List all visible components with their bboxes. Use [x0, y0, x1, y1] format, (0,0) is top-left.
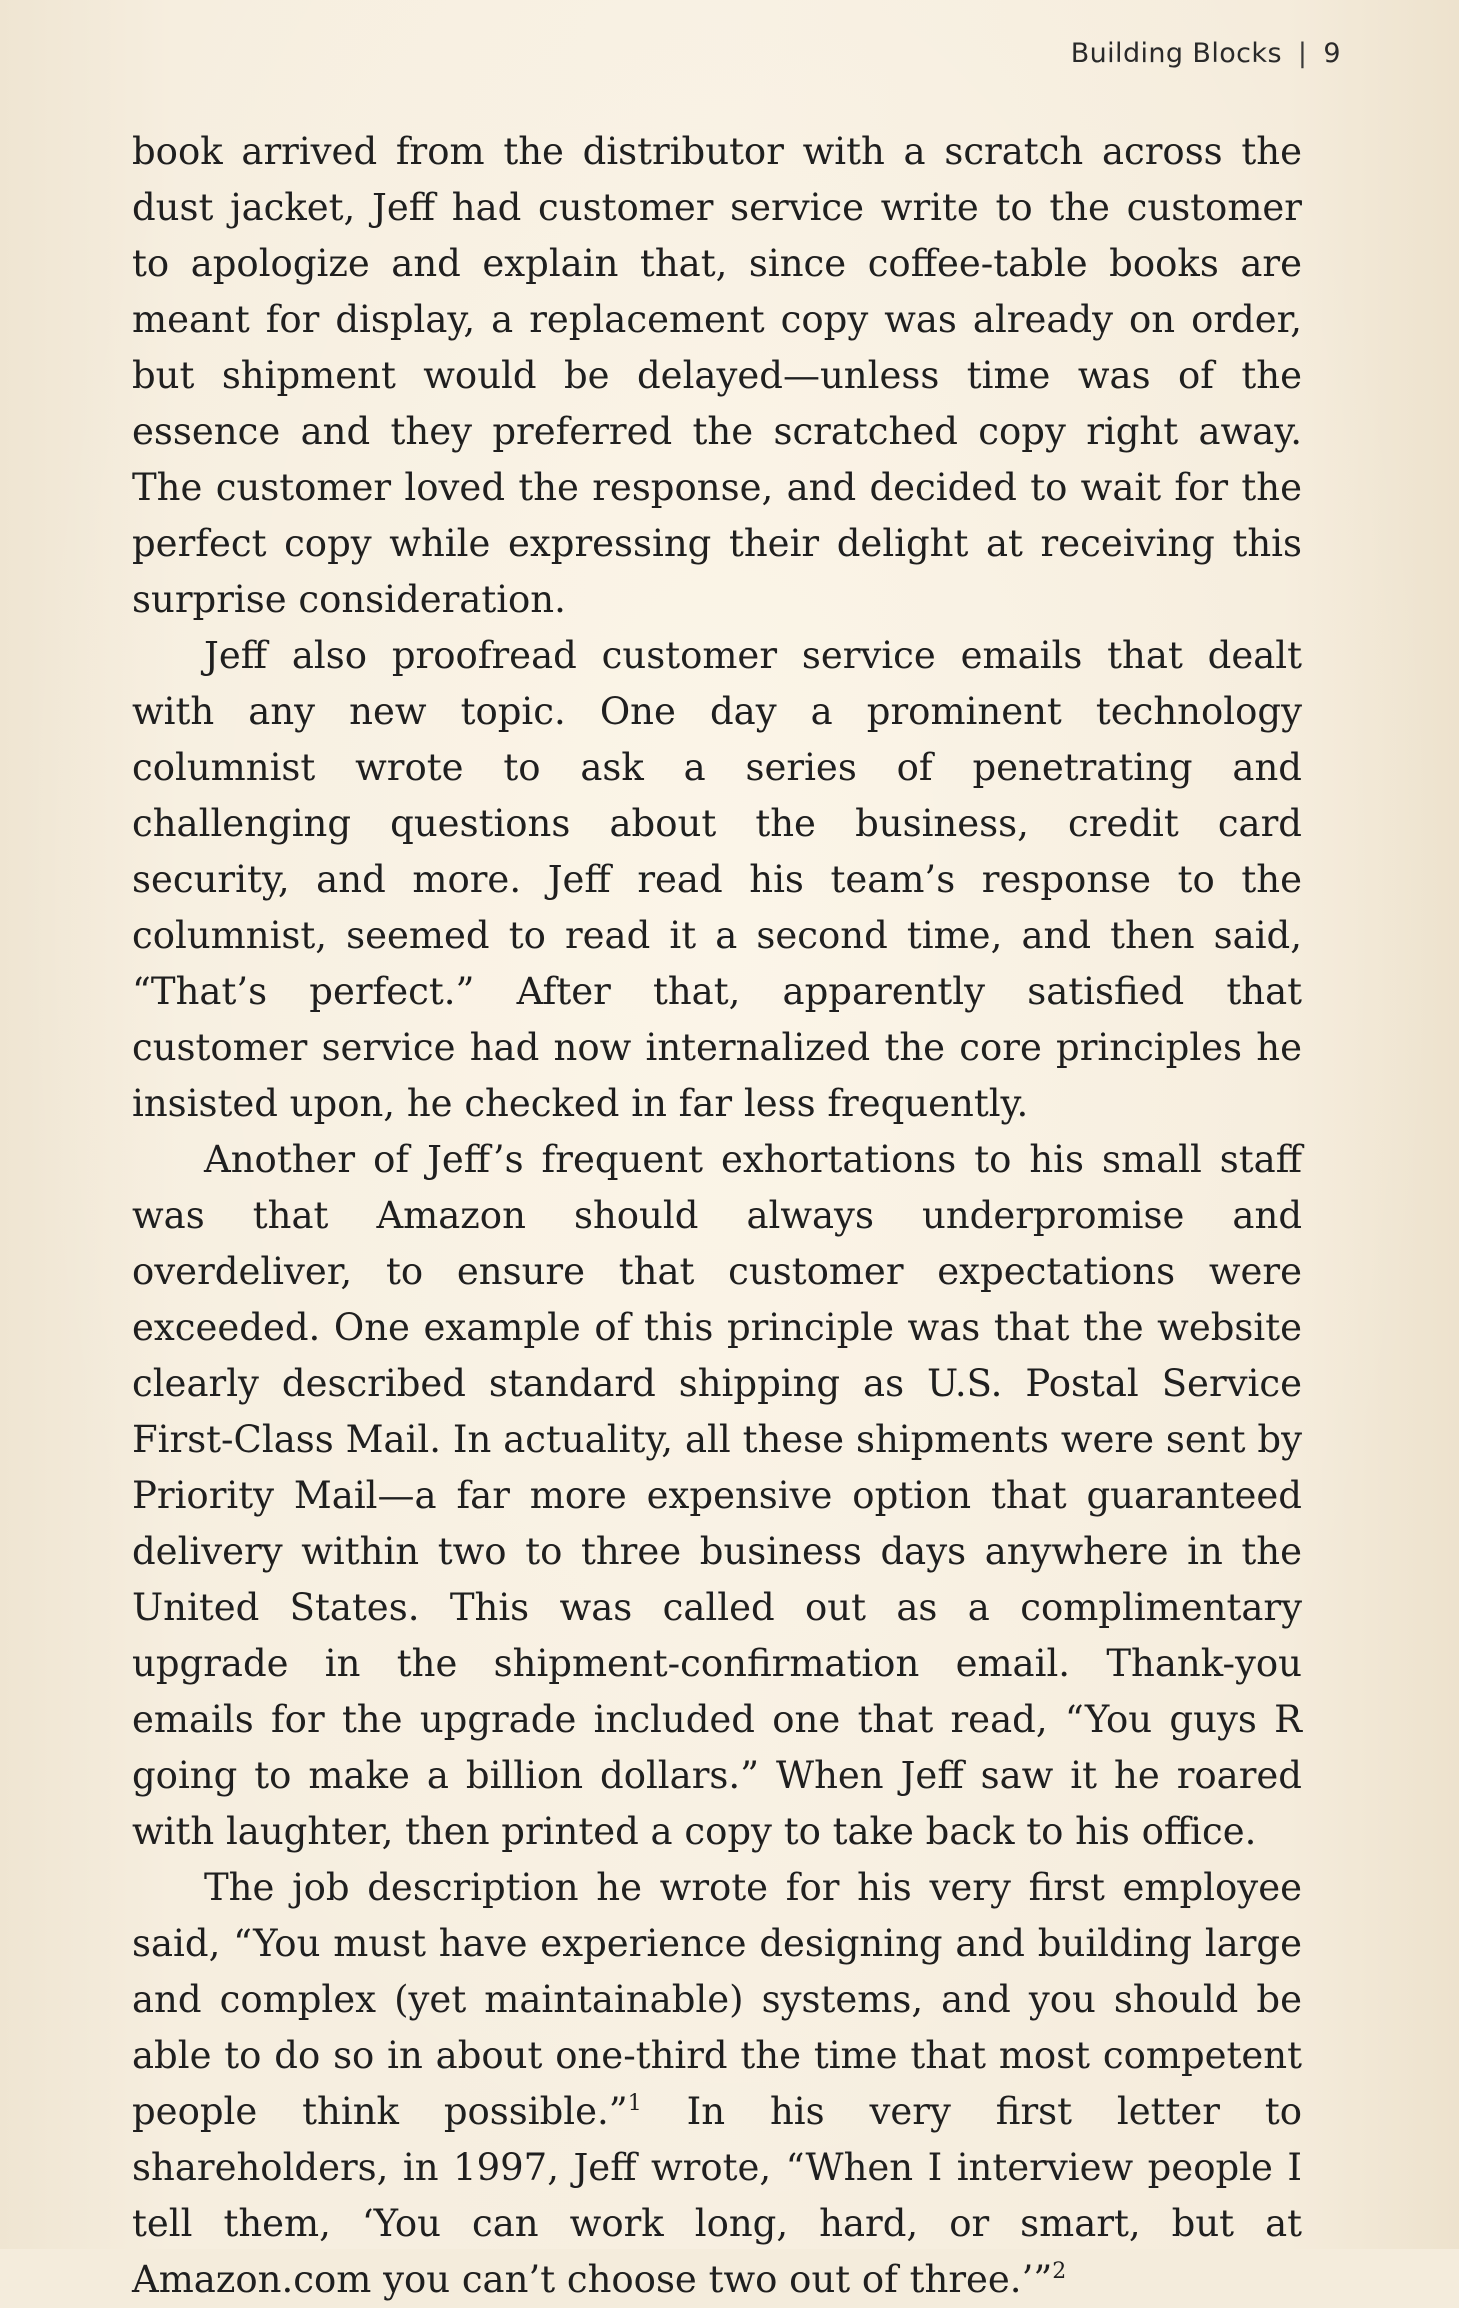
paragraph-4-text-a: The job description he wrote for his very first employee said, “You must have experience designing and building large and complex (yet maintainable) systems, and you should be able to do so in about one-third the time that most competent people think possible.”: [132, 1866, 1302, 2133]
paragraph-4-text-b: In his very first letter to shareholders, in 1997, Jeff wrote, “When I interview people I tell them, ‘You can work long, hard, or smart, but at Amazon.com you can’t choose two out of three.’”: [132, 2090, 1302, 2301]
body-text: [132, 124, 1302, 2308]
footnote-marker-2: 2: [1052, 2259, 1067, 2284]
footnote-marker-1: 1: [627, 2091, 642, 2116]
paragraph-4: [132, 1860, 1302, 2308]
paragraph-2: Jeff also proofread customer service emails that dealt with any new topic. One day a prominent technology columnist wrote to ask a series of penetrating and challenging questions about the business, credit card security, and more. Jeff read his team’s response to the columnist, seemed to read it a second time, and then said, “That’s perfect.” After that, apparently satisfied that customer service had now internalized the core principles he insisted upon, he checked in far less frequently.: [132, 634, 1302, 1125]
running-head: [1071, 38, 1341, 69]
header-separator: |: [1297, 38, 1308, 69]
paragraph-1: book arrived from the distributor with a scratch across the dust jacket, Jeff had customer service write to the customer to apologize and explain that, since coffee-table books are meant for display, a replacement copy was already on order, but shipment would be delayed—unless time was of the essence and they preferred the scratched copy right away. The customer loved the response, and decided to wait for the perfect copy while expressing their delight at receiving this surprise consideration.: [132, 130, 1302, 621]
section-title: Building Blocks: [1070, 38, 1282, 69]
paragraph-3: Another of Jeff’s frequent exhortations to his small staff was that Amazon should always underpromise and overdeliver, to ensure that customer expectations were exceeded. One example of this principle was that the website clearly described standard shipping as U.S. Postal Service First-Class Mail. In actuality, all these shipments were sent by Priority Mail—a far more expensive option that guaranteed delivery within two to three business days anywhere in the United States. This was called out as a complimentary upgrade in the shipment-confirmation email. Thank-you emails for the upgrade included one that read, “You guys R going to make a billion dollars.” When Jeff saw it he roared with laughter, then printed a copy to take back to his office.: [132, 1138, 1302, 1853]
page-number: 9: [1323, 38, 1341, 69]
